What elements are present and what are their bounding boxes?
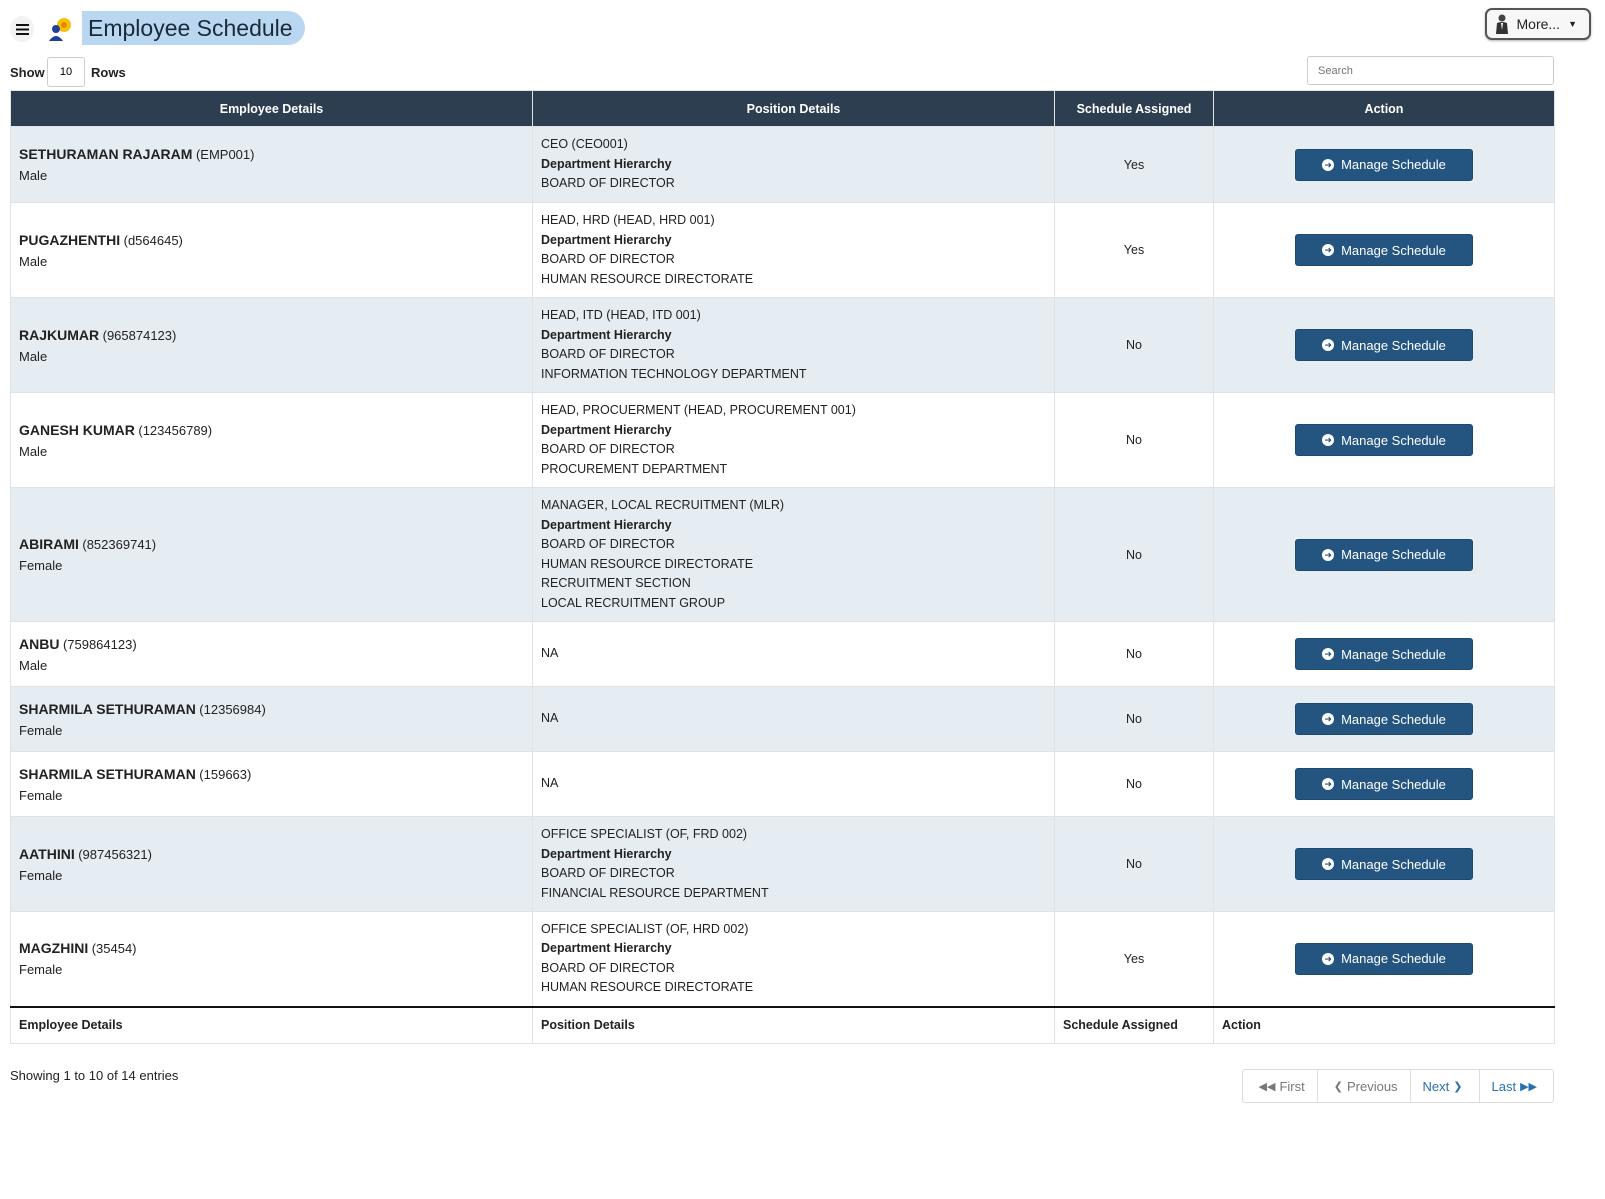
- hierarchy-item: BOARD OF DIRECTOR: [541, 176, 675, 191]
- table-row: [11, 203, 1555, 298]
- hierarchy-item: BOARD OF DIRECTOR: [541, 252, 675, 266]
- employee-name: RAJKUMAR: [19, 326, 100, 343]
- schedule-assigned-cell: No: [1055, 488, 1214, 622]
- position-title: NA: [541, 646, 559, 661]
- employee-code: (35454): [91, 941, 137, 957]
- employee-name: ANBU: [19, 635, 60, 652]
- last-page-button[interactable]: [1479, 1070, 1554, 1102]
- hierarchy-item: LOCAL RECRUITMENT GROUP: [541, 595, 726, 610]
- arrow-circle-right-icon: ➜: [1322, 244, 1334, 256]
- hierarchy-item: HUMAN RESOURCE DIRECTORATE: [541, 980, 754, 995]
- hierarchy-item: FINANCIAL RESOURCE DEPARTMENT: [541, 885, 769, 900]
- employee-details-cell: [11, 203, 533, 298]
- position-title: MANAGER, LOCAL RECRUITMENT (MLR): [541, 498, 785, 512]
- employee-gender: Female: [19, 867, 63, 883]
- footer-position-details: Position Details: [533, 1007, 1055, 1044]
- schedule-assigned-cell: No: [1055, 622, 1214, 687]
- hierarchy-item: PROCUREMENT DEPARTMENT: [541, 461, 728, 476]
- table-row: [11, 817, 1555, 912]
- schedule-assigned-cell: No: [1055, 752, 1214, 817]
- employee-gender: Female: [19, 787, 63, 803]
- hamburger-menu-icon[interactable]: [10, 16, 34, 42]
- employee-details-cell: [11, 127, 533, 203]
- employee-code: (d564645): [123, 232, 183, 248]
- position-title: NA: [541, 711, 559, 726]
- employee-gender: Female: [19, 962, 63, 978]
- schedule-assigned-cell: No: [1055, 393, 1214, 488]
- employee-code: (759864123): [62, 636, 137, 652]
- employee-code: (EMP001): [195, 147, 255, 162]
- schedule-assigned-cell: No: [1055, 817, 1214, 912]
- arrow-circle-right-icon: ➜: [1322, 778, 1334, 790]
- position-title: NA: [541, 776, 559, 791]
- chevron-right-icon: ❯: [1453, 1080, 1463, 1093]
- arrow-circle-right-icon: ➜: [1322, 159, 1334, 171]
- manage-schedule-button[interactable]: [1295, 768, 1473, 800]
- table-row: [11, 687, 1555, 752]
- department-hierarchy-label: Department Hierarchy: [541, 156, 672, 171]
- first-page-button[interactable]: [1243, 1070, 1317, 1102]
- employee-gender: Female: [19, 558, 63, 573]
- search-input[interactable]: [1307, 56, 1554, 85]
- position-title: OFFICE SPECIALIST (OF, FRD 002): [541, 827, 748, 841]
- arrow-circle-right-icon: ➜: [1322, 858, 1334, 870]
- employee-name: SETHURAMAN RAJARAM: [19, 146, 193, 162]
- footer-employee-details: Employee Details: [11, 1007, 533, 1044]
- hierarchy-item: BOARD OF DIRECTOR: [541, 866, 675, 880]
- last-page-label: Last: [1491, 1078, 1517, 1094]
- employee-gender: Male: [19, 443, 48, 459]
- position-title: OFFICE SPECIALIST (OF, HRD 002): [541, 921, 749, 936]
- schedule-assigned-cell: Yes: [1055, 203, 1214, 298]
- position-details-cell: [533, 393, 1055, 488]
- manage-schedule-button[interactable]: [1295, 539, 1473, 571]
- manage-schedule-button[interactable]: [1295, 424, 1473, 456]
- manage-schedule-button[interactable]: [1295, 638, 1473, 670]
- position-details-cell: [533, 752, 1055, 817]
- hierarchy-item: RECRUITMENT SECTION: [541, 576, 691, 590]
- table-header-row: [11, 91, 1555, 127]
- employee-details-cell: [11, 393, 533, 488]
- table-row: [11, 393, 1555, 488]
- hierarchy-item: INFORMATION TECHNOLOGY DEPARTMENT: [541, 366, 807, 381]
- chevron-left-icon: ❮: [1333, 1080, 1343, 1093]
- action-cell: [1214, 912, 1555, 1007]
- employee-name: PUGAZHENTHI: [19, 231, 121, 248]
- action-cell: [1214, 488, 1555, 622]
- table-body: [11, 127, 1555, 1007]
- schedule-assigned-cell: No: [1055, 298, 1214, 393]
- table-row: [11, 622, 1555, 687]
- arrow-circle-right-icon: ➜: [1322, 339, 1334, 351]
- position-details-cell: [533, 912, 1055, 1007]
- manage-schedule-label: Manage Schedule: [1341, 547, 1446, 562]
- table-row: [11, 488, 1555, 622]
- employee-name: SHARMILA SETHURAMAN: [19, 700, 196, 717]
- table-row: [11, 298, 1555, 393]
- employee-details-cell: [11, 817, 533, 912]
- hierarchy-item: HUMAN RESOURCE DIRECTORATE: [541, 556, 754, 571]
- employee-code: (965874123): [102, 327, 177, 343]
- position-details-cell: [533, 488, 1055, 622]
- action-cell: [1214, 298, 1555, 393]
- employee-gender: Male: [19, 253, 48, 269]
- employee-details-cell: [11, 298, 533, 393]
- employee-code: (987456321): [78, 846, 152, 862]
- app-logo-icon: [48, 16, 74, 42]
- employee-name: MAGZHINI: [19, 940, 89, 957]
- column-header-action[interactable]: Action: [1214, 91, 1555, 127]
- caret-down-icon: ▼: [1568, 19, 1577, 29]
- department-hierarchy-label: Department Hierarchy: [541, 517, 672, 532]
- first-page-label: First: [1279, 1078, 1305, 1094]
- manage-schedule-button[interactable]: [1295, 848, 1473, 880]
- table-row: [11, 127, 1555, 203]
- action-cell: [1214, 752, 1555, 817]
- manage-schedule-label: Manage Schedule: [1341, 646, 1446, 662]
- employee-code: (123456789): [138, 422, 213, 438]
- manage-schedule-button[interactable]: [1295, 234, 1473, 266]
- table-controls: [0, 56, 1605, 93]
- arrow-circle-right-icon: ➜: [1322, 434, 1334, 446]
- footer-schedule-assigned: Schedule Assigned: [1055, 1007, 1214, 1044]
- position-title: HEAD, ITD (HEAD, ITD 001): [541, 308, 701, 322]
- position-title: HEAD, PROCUERMENT (HEAD, PROCUREMENT 001): [541, 403, 856, 417]
- entries-info: Showing 1 to 10 of 14 entries: [10, 1068, 179, 1083]
- position-title: CEO (CEO001): [541, 137, 628, 152]
- position-details-cell: [533, 622, 1055, 687]
- action-cell: [1214, 622, 1555, 687]
- department-hierarchy-label: Department Hierarchy: [541, 941, 672, 956]
- position-details-cell: [533, 687, 1055, 752]
- double-chevron-right-icon: ▶▶: [1520, 1080, 1537, 1093]
- employee-gender: Male: [19, 657, 48, 673]
- action-cell: [1214, 817, 1555, 912]
- table-row: [11, 912, 1555, 1007]
- action-cell: [1214, 393, 1555, 488]
- manage-schedule-label: Manage Schedule: [1341, 951, 1446, 967]
- employee-name: AATHINI: [19, 845, 75, 862]
- employee-table: [10, 90, 1555, 1044]
- column-header-employee-details[interactable]: Employee Details: [11, 91, 533, 127]
- employee-gender: Male: [19, 168, 48, 183]
- employee-name: GANESH KUMAR: [19, 421, 135, 438]
- previous-page-label: Previous: [1346, 1078, 1398, 1094]
- rows-label: Rows: [91, 65, 126, 80]
- hierarchy-item: HUMAN RESOURCE DIRECTORATE: [541, 271, 754, 286]
- arrow-circle-right-icon: ➜: [1322, 648, 1334, 660]
- employee-gender: Female: [19, 722, 63, 738]
- department-hierarchy-label: Department Hierarchy: [541, 232, 672, 247]
- employee-details-cell: [11, 622, 533, 687]
- position-details-cell: [533, 203, 1055, 298]
- employee-code: (12356984): [199, 701, 266, 717]
- next-page-button[interactable]: [1410, 1070, 1479, 1102]
- department-hierarchy-label: Department Hierarchy: [541, 422, 672, 437]
- footer-action: Action: [1214, 1007, 1555, 1044]
- manage-schedule-label: Manage Schedule: [1341, 157, 1446, 172]
- employee-details-cell: [11, 752, 533, 817]
- next-page-label: Next: [1422, 1078, 1450, 1094]
- show-label: Show: [10, 65, 45, 80]
- employee-details-cell: [11, 687, 533, 752]
- arrow-circle-right-icon: ➜: [1322, 953, 1334, 965]
- position-details-cell: [533, 127, 1055, 203]
- more-button-label: More...: [1516, 16, 1561, 32]
- department-hierarchy-label: Department Hierarchy: [541, 846, 672, 861]
- schedule-assigned-cell: No: [1055, 687, 1214, 752]
- column-header-position-details[interactable]: Position Details: [533, 91, 1055, 127]
- manage-schedule-label: Manage Schedule: [1341, 856, 1446, 872]
- department-hierarchy-label: Department Hierarchy: [541, 327, 672, 342]
- hierarchy-item: BOARD OF DIRECTOR: [541, 960, 675, 975]
- pagination: [1242, 1069, 1554, 1103]
- manage-schedule-button[interactable]: [1295, 329, 1473, 361]
- employee-name: ABIRAMI: [19, 536, 79, 552]
- page-title: Employee Schedule: [82, 11, 305, 45]
- manage-schedule-label: Manage Schedule: [1341, 242, 1446, 258]
- schedule-assigned-cell: Yes: [1055, 127, 1214, 203]
- manage-schedule-button[interactable]: [1295, 149, 1473, 181]
- table-footer-row: [11, 1007, 1555, 1044]
- manage-schedule-label: Manage Schedule: [1341, 337, 1446, 353]
- manage-schedule-button[interactable]: [1295, 703, 1473, 735]
- schedule-assigned-cell: Yes: [1055, 912, 1214, 1007]
- employee-name: SHARMILA SETHURAMAN: [19, 765, 196, 782]
- employee-gender: Male: [19, 348, 48, 364]
- previous-page-button[interactable]: [1317, 1070, 1410, 1102]
- position-details-cell: [533, 298, 1055, 393]
- employee-details-cell: [11, 488, 533, 622]
- hierarchy-item: BOARD OF DIRECTOR: [541, 537, 675, 551]
- manage-schedule-label: Manage Schedule: [1341, 776, 1446, 792]
- manage-schedule-label: Manage Schedule: [1341, 711, 1446, 727]
- position-title: HEAD, HRD (HEAD, HRD 001): [541, 213, 715, 227]
- employee-code: (159663): [199, 766, 252, 782]
- position-details-cell: [533, 817, 1055, 912]
- user-avatar-icon: [1495, 14, 1509, 34]
- action-cell: [1214, 127, 1555, 203]
- rows-per-page-input[interactable]: [47, 57, 85, 87]
- column-header-schedule-assigned[interactable]: Schedule Assigned: [1055, 91, 1214, 127]
- top-bar: [0, 0, 1605, 56]
- more-dropdown-button[interactable]: [1485, 8, 1592, 40]
- action-cell: [1214, 687, 1555, 752]
- action-cell: [1214, 203, 1555, 298]
- arrow-circle-right-icon: ➜: [1322, 549, 1334, 561]
- table-row: [11, 752, 1555, 817]
- arrow-circle-right-icon: ➜: [1322, 713, 1334, 725]
- employee-code: (852369741): [82, 537, 157, 552]
- manage-schedule-button[interactable]: [1295, 943, 1473, 975]
- hierarchy-item: BOARD OF DIRECTOR: [541, 347, 675, 361]
- double-chevron-left-icon: ◀◀: [1258, 1080, 1276, 1093]
- employee-details-cell: [11, 912, 533, 1007]
- hierarchy-item: BOARD OF DIRECTOR: [541, 442, 675, 456]
- manage-schedule-label: Manage Schedule: [1341, 432, 1446, 448]
